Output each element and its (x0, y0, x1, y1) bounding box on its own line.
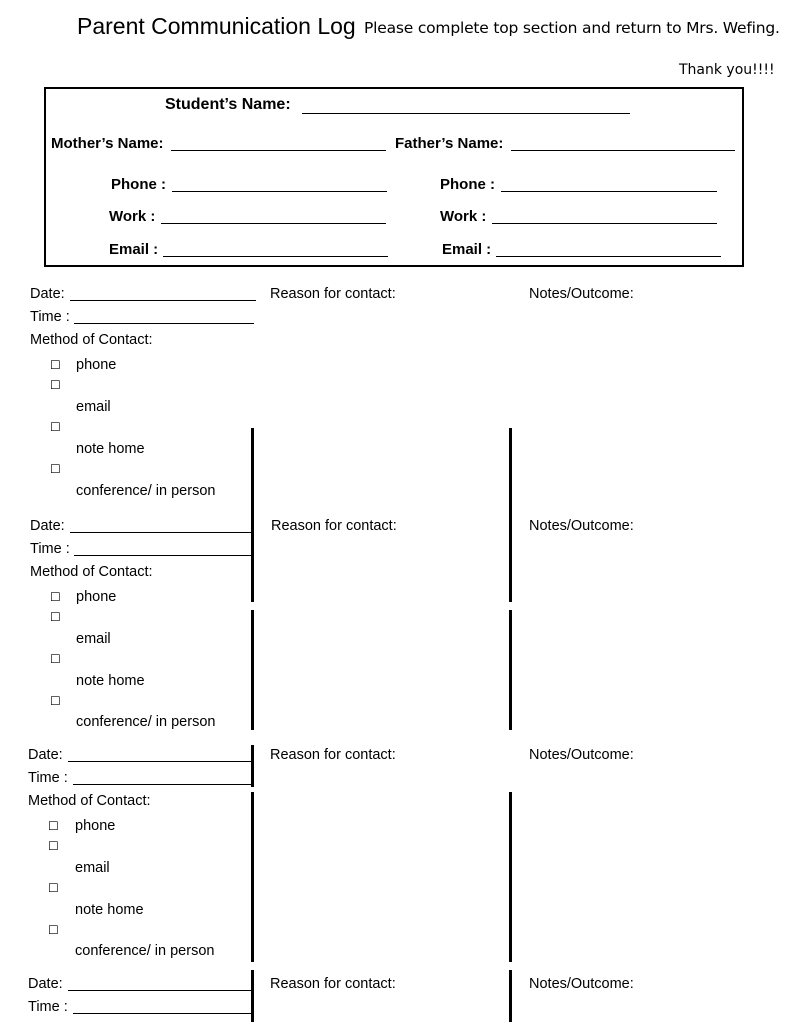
date-field[interactable] (68, 761, 252, 762)
column-divider (251, 610, 254, 730)
thank-you-note: Thank you!!!! (679, 62, 775, 78)
time-field[interactable] (73, 784, 252, 785)
method-of-contact-label: Method of Contact: (30, 564, 153, 580)
date-field[interactable] (68, 990, 252, 991)
notes-outcome-label: Notes/Outcome: (529, 518, 634, 534)
mother-work-label: Work : (109, 208, 156, 225)
return-instruction: Please complete top section and return to Mrs. Wefing. (364, 19, 780, 37)
conference-option-label: conference/ in person (76, 714, 216, 730)
student-name-label: Student’s Name: (165, 96, 291, 113)
conference-checkbox[interactable]: ☐ (50, 694, 61, 708)
conference-option-label: conference/ in person (75, 943, 215, 959)
email-option-label: email (76, 631, 111, 647)
date-label: Date: (30, 286, 65, 302)
column-divider (509, 970, 512, 1022)
time-field[interactable] (74, 323, 254, 324)
reason-for-contact-label: Reason for contact: (270, 976, 396, 992)
father-name-label: Father’s Name: (395, 135, 504, 152)
father-email-field[interactable] (496, 256, 721, 257)
email-checkbox[interactable]: ☐ (50, 610, 61, 624)
mother-name-label: Mother’s Name: (51, 135, 164, 152)
method-of-contact-label: Method of Contact: (30, 332, 153, 348)
time-label: Time : (30, 309, 70, 325)
time-field[interactable] (74, 555, 252, 556)
time-label: Time : (28, 999, 68, 1015)
mother-name-field[interactable] (171, 150, 386, 151)
column-divider (509, 428, 512, 602)
mother-phone-label: Phone : (111, 176, 166, 193)
phone-option-label: phone (75, 818, 116, 834)
father-email-label: Email : (442, 241, 492, 258)
phone-option-label: phone (76, 357, 117, 373)
note-home-option-label: note home (75, 902, 144, 918)
column-divider (251, 792, 254, 962)
reason-for-contact-label: Reason for contact: (271, 518, 397, 534)
reason-for-contact-label: Reason for contact: (270, 286, 396, 302)
phone-checkbox[interactable]: ☐ (48, 819, 59, 833)
notes-outcome-label: Notes/Outcome: (529, 286, 634, 302)
phone-checkbox[interactable]: ☐ (50, 590, 61, 604)
note-home-checkbox[interactable]: ☐ (50, 652, 61, 666)
mother-work-field[interactable] (161, 223, 386, 224)
father-phone-label: Phone : (440, 176, 495, 193)
note-home-checkbox[interactable]: ☐ (50, 420, 61, 434)
mother-email-field[interactable] (163, 256, 388, 257)
time-label: Time : (30, 541, 70, 557)
email-option-label: email (76, 399, 111, 415)
note-home-option-label: note home (76, 673, 145, 689)
date-label: Date: (28, 747, 63, 763)
father-phone-field[interactable] (501, 191, 717, 192)
mother-email-label: Email : (109, 241, 159, 258)
phone-checkbox[interactable]: ☐ (50, 358, 61, 372)
note-home-checkbox[interactable]: ☐ (48, 881, 59, 895)
date-label: Date: (30, 518, 65, 534)
phone-option-label: phone (76, 589, 117, 605)
student-name-field[interactable] (302, 113, 630, 114)
column-divider (251, 745, 254, 787)
note-home-option-label: note home (76, 441, 145, 457)
email-checkbox[interactable]: ☐ (48, 839, 59, 853)
date-field[interactable] (70, 532, 252, 533)
time-field[interactable] (73, 1013, 252, 1014)
father-work-field[interactable] (492, 223, 717, 224)
date-field[interactable] (70, 300, 256, 301)
page-title: Parent Communication Log (77, 13, 356, 39)
method-of-contact-label: Method of Contact: (28, 793, 151, 809)
column-divider (251, 428, 254, 602)
conference-checkbox[interactable]: ☐ (48, 923, 59, 937)
email-option-label: email (75, 860, 110, 876)
date-label: Date: (28, 976, 63, 992)
mother-phone-field[interactable] (172, 191, 387, 192)
column-divider (509, 610, 512, 730)
father-work-label: Work : (440, 208, 487, 225)
notes-outcome-label: Notes/Outcome: (529, 747, 634, 763)
conference-option-label: conference/ in person (76, 483, 216, 499)
email-checkbox[interactable]: ☐ (50, 378, 61, 392)
conference-checkbox[interactable]: ☐ (50, 462, 61, 476)
time-label: Time : (28, 770, 68, 786)
notes-outcome-label: Notes/Outcome: (529, 976, 634, 992)
reason-for-contact-label: Reason for contact: (270, 747, 396, 763)
column-divider (509, 792, 512, 962)
column-divider (251, 970, 254, 1022)
father-name-field[interactable] (511, 150, 735, 151)
